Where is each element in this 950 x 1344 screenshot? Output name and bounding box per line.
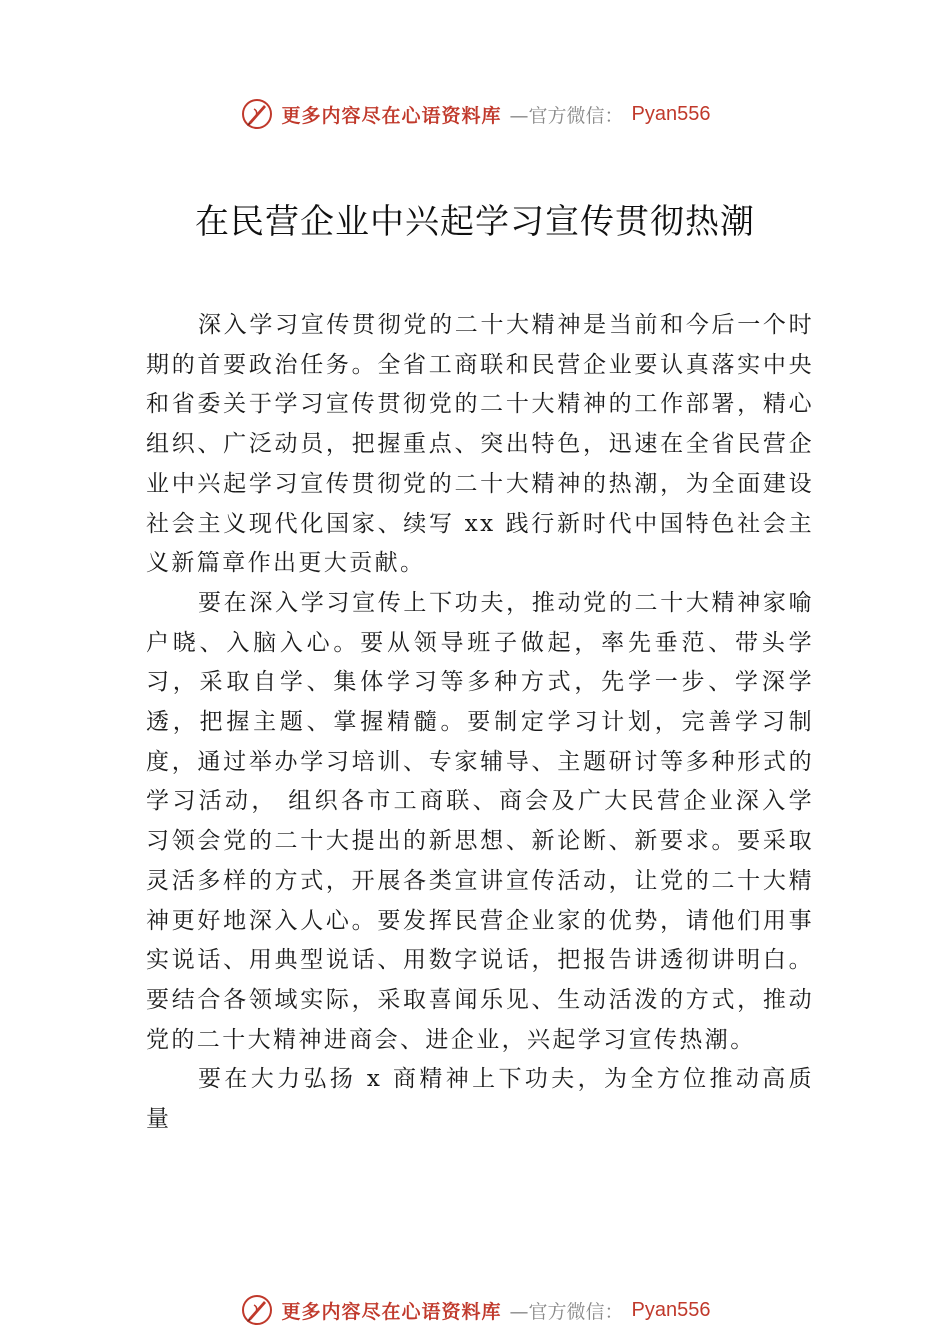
paragraph-1: 深入学习宣传贯彻党的二十大精神是当前和今后一个时期的首要政治任务。全省工商联和民营企业要认真落实中央和省委关于学习宣传贯彻党的二十大精神的工作部署，精心组织、广泛动员，把握重点、突出特色，迅速在全省民营企业中兴起学习宣传贯彻党的二十大精神的热潮，为全面建设社会主义现代化国家、续写 xx 践行新时代中国特色社会主义新篇章作出更大贡献。	[146, 312, 814, 577]
watermark-separator: —官方微信：	[509, 104, 624, 127]
quill-pen-logo-icon	[240, 1293, 274, 1327]
watermark-text: 更多内容尽在心语资料库	[281, 1300, 502, 1323]
quill-pen-logo-icon	[240, 97, 274, 131]
paragraph-2: 要在深入学习宣传上下功夫，推动党的二十大精神家喻户晓、入脑入心。要从领导班子做起，率先垂范、带头学习，采取自学、集体学习等多种方式，先学一步、学深学透，把握主题、掌握精髓。要制定学习计划，完善学习制度，通过举办学习培训、专家辅导、主题研讨等多种形式的学习活动， 组织各市工商联、商会及广大民营企业深入学习领会党的二十大提出的新思想、新论断、新要求。要采取灵活多样的方式，开展各类宣讲宣传活动，让党的二十大精神更好地深入人心。要发挥民营企业家的优势，请他们用事实说话、用典型说话、用数字说话，把报告讲透彻讲明白。要结合各领域实际，采取喜闻乐见、生动活泼的方式，推动党的二十大精神进商会、进企业，兴起学习宣传热潮。	[146, 589, 814, 1053]
watermark-wechat-id: Pyan556	[631, 1298, 711, 1321]
watermark-text: 更多内容尽在心语资料库	[281, 104, 502, 127]
header-watermark	[0, 94, 950, 134]
paragraph-3: 要在大力弘扬 x 商精神上下功夫，为全方位推动高质量	[146, 1066, 814, 1133]
watermark-wechat-id: Pyan556	[631, 102, 711, 125]
document-title: 在民营企业中兴起学习宣传贯彻热潮	[195, 202, 755, 242]
document-body	[146, 306, 814, 1140]
footer-watermark	[0, 1290, 950, 1330]
watermark-separator: —官方微信：	[509, 1300, 624, 1323]
